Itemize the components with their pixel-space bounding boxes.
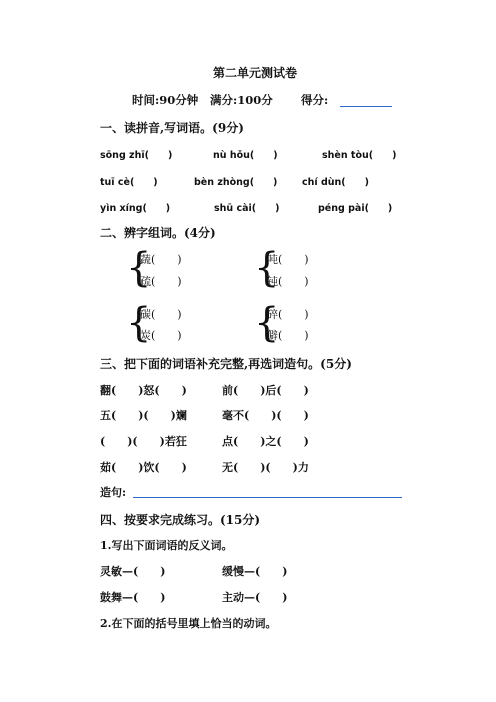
idiom-item[interactable]: 茹( )饮( ) [100,461,187,474]
page-title: 第二单元测试卷 [213,66,298,80]
idiom-item[interactable]: ( )( )若狂 [100,435,187,448]
subquestion-2: 2.在下面的括号里填上恰当的动词。 [100,617,277,630]
pinyin-item[interactable]: shèn tòu( ) [322,150,397,161]
idiom-item[interactable]: 前( )后( ) [222,384,309,397]
char-compare-item[interactable]: 碳( ) [140,308,182,321]
idiom-item[interactable]: 五( )( )斓 [100,409,187,422]
char-compare-item[interactable]: 僻( ) [267,329,309,342]
idiom-item[interactable]: 点( )之( ) [222,435,309,448]
char-compare-item[interactable]: 炭( ) [140,329,182,342]
char-compare-item[interactable]: 蔬( ) [140,253,182,266]
pinyin-item[interactable]: nù hǒu( ) [213,150,278,161]
char-compare-item[interactable]: 吨( ) [267,253,309,266]
pinyin-item[interactable]: sōng zhī( ) [100,150,173,161]
char-compare-item[interactable]: 钝( ) [267,275,309,288]
brace-group-2: { [254,245,280,291]
section-4-heading: 四、按要求完成练习。(15分) [100,513,261,527]
antonym-item[interactable]: 灵敏—( ) [100,565,166,578]
pinyin-item[interactable]: shū cài( ) [214,203,280,214]
pinyin-item[interactable]: yìn xíng( ) [100,203,171,214]
section-2-heading: 二、辨字组词。(4分) [100,226,216,240]
char-compare-item[interactable]: 碎( ) [267,308,309,321]
meta-time: 时间:90分钟 [132,93,199,107]
sentence-blank[interactable] [133,497,402,498]
brace-group-4: { [254,300,280,346]
antonym-item[interactable]: 鼓舞—( ) [100,591,166,604]
section-1-heading: 一、读拼音,写词语。(9分) [100,121,244,135]
section-3-heading: 三、把下面的词语补充完整,再选词造句。(5分) [100,357,352,371]
pinyin-item[interactable]: tuī cè( ) [100,177,158,188]
pinyin-item[interactable]: bèn zhòng( ) [194,177,278,188]
meta-score-label: 得分: [301,93,329,107]
idiom-item[interactable]: 无( )( )力 [222,461,309,474]
brace-group-3: { [126,300,152,346]
antonym-item[interactable]: 主动—( ) [222,591,288,604]
subquestion-1: 1.写出下面词语的反义词。 [100,539,233,552]
idiom-item[interactable]: 翻( )怒( ) [100,384,187,397]
sentence-label: 造句: [100,486,127,499]
idiom-item[interactable]: 毫不( )( ) [222,409,309,422]
score-blank[interactable] [340,106,392,107]
pinyin-item[interactable]: péng pài( ) [318,203,393,214]
meta-full-score: 满分:100分 [210,93,273,107]
brace-group-1: { [126,245,152,291]
pinyin-item[interactable]: chí dùn( ) [302,177,369,188]
antonym-item[interactable]: 缓慢—( ) [222,565,288,578]
char-compare-item[interactable]: 疏( ) [140,275,182,288]
